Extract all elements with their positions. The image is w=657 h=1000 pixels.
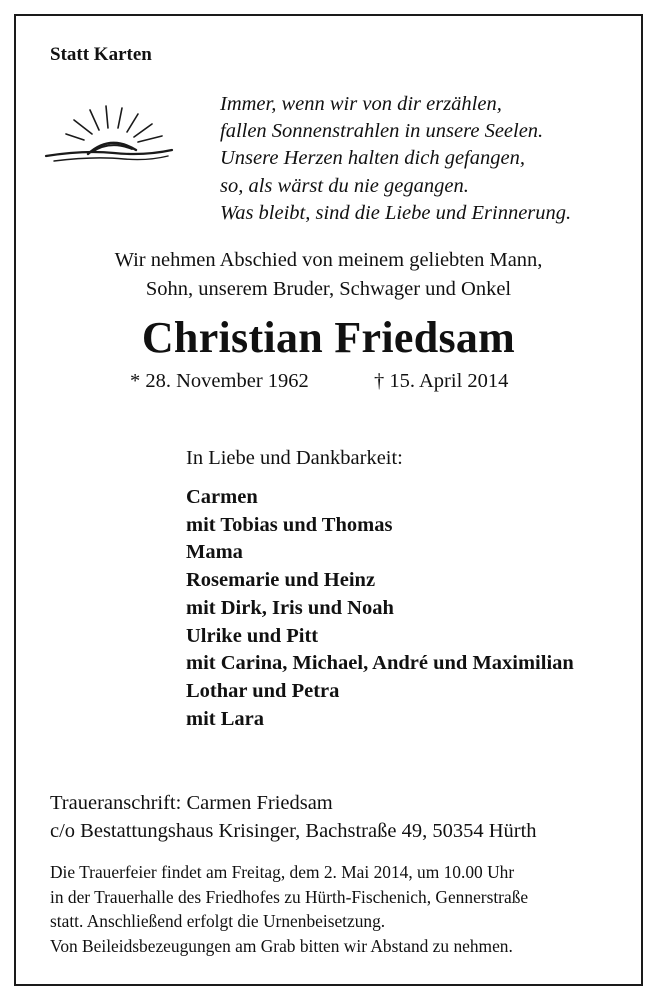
mourner-item: Mama (186, 541, 243, 564)
poem (220, 91, 571, 227)
address-line: c/o Bestattungshaus Krisinger, Bachstraße 49, 50354 Hürth (50, 819, 537, 842)
mourner-item: mit Dirk, Iris und Noah (186, 596, 394, 619)
service-line: Von Beileidsbezeugungen am Grab bitten wir Abstand zu nehmen. (50, 935, 513, 956)
service-line: Die Trauerfeier findet am Freitag, dem 2. Mai 2014, um 10.00 Uhr (50, 862, 515, 882)
service-info (50, 860, 528, 958)
mourner-item: mit Lara (186, 707, 264, 730)
farewell-intro (0, 246, 657, 304)
mourner-item: mit Carina, Michael, André und Maximilian (186, 652, 574, 675)
poem-line: fallen Sonnenstrahlen in unsere Seelen. (220, 120, 544, 143)
mourner-item: Ulrike und Pitt (186, 624, 319, 647)
poem-line: Unsere Herzen halten dich gefangen, (220, 147, 525, 170)
deceased-name: Christian Friedsam (141, 313, 516, 362)
notice-header: Statt Karten (50, 44, 152, 65)
mourner-item: Lothar und Petra (186, 679, 340, 702)
address-line: Traueranschrift: Carmen Friedsam (50, 792, 333, 814)
mourning-address (50, 790, 537, 845)
mourners-list (186, 484, 574, 733)
poem-line: Was bleibt, sind die Liebe und Erinnerung. (220, 201, 572, 224)
mourner-item: Rosemarie und Heinz (186, 569, 376, 592)
service-line: statt. Anschließend erfolgt die Urnenbeisetzung. (50, 911, 386, 932)
service-line: in der Trauerhalle des Friedhofes zu Hürth-Fischenich, Gennerstraße (50, 886, 529, 907)
mourner-item: mit Tobias und Thomas (186, 513, 393, 536)
poem-line: so, als wärst du nie gegangen. (220, 174, 469, 197)
rising-sun-icon (44, 104, 174, 172)
birth-date: * 28. November 1962 (130, 370, 309, 392)
thanks-label: In Liebe und Dankbarkeit: (186, 447, 403, 469)
mourner-item: Carmen (186, 486, 258, 508)
intro-line: Sohn, unserem Bruder, Schwager und Onkel (145, 278, 512, 300)
intro-line: Wir nehmen Abschied von meinem geliebten Mann, (114, 249, 543, 271)
poem-line: Immer, wenn wir von dir erzählen, (220, 93, 502, 115)
death-date: † 15. April 2014 (374, 370, 509, 392)
